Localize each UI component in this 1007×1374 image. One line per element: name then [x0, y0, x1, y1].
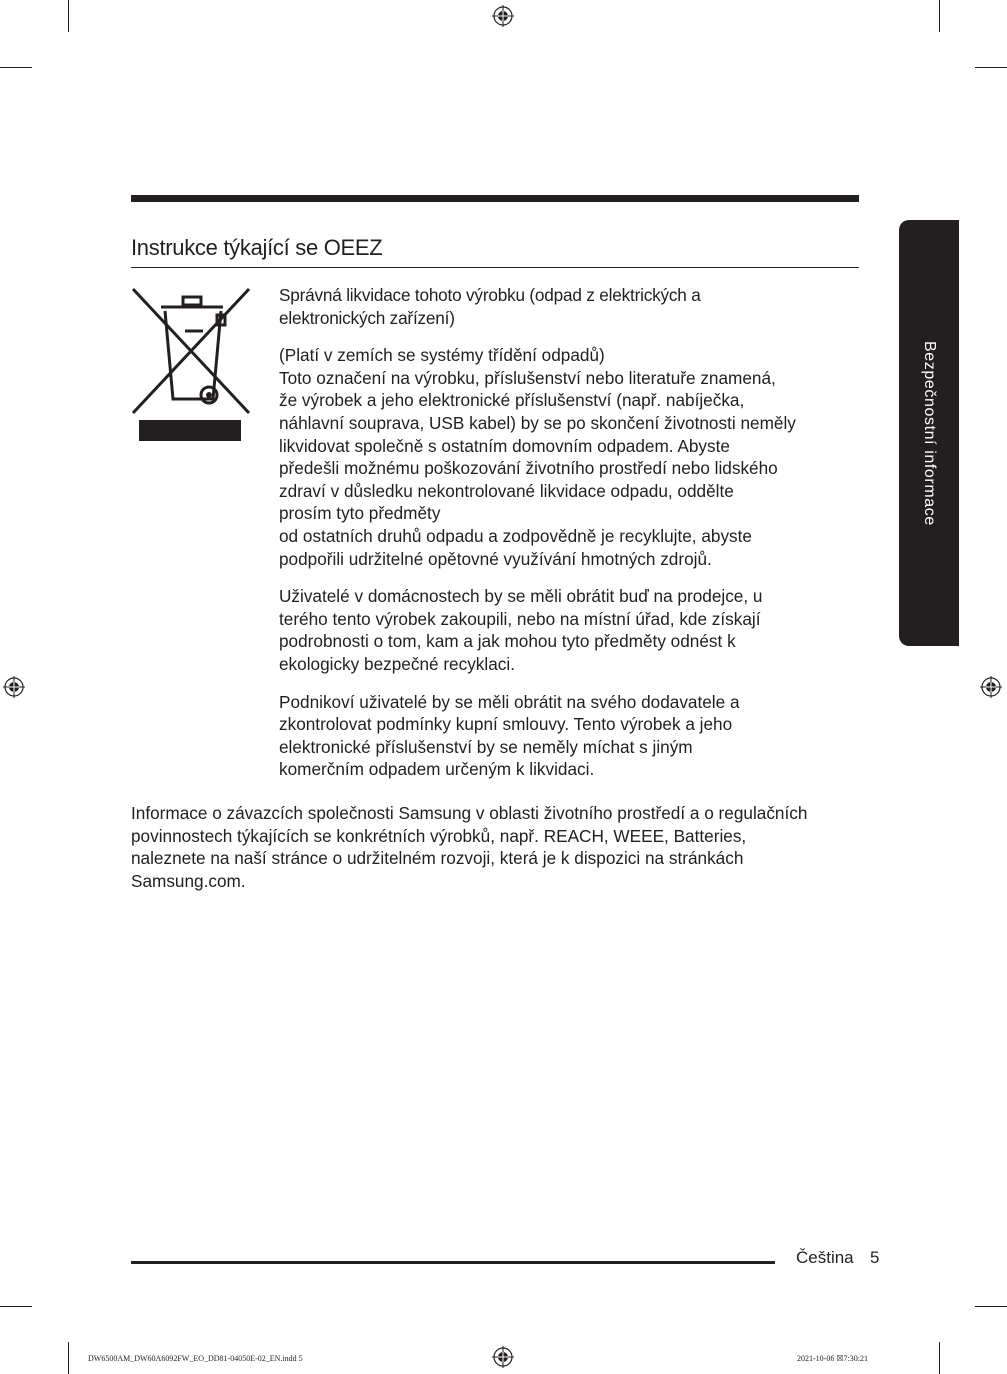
footer-language: Čeština: [796, 1248, 854, 1267]
subheading: [279, 284, 859, 329]
crossed-out-wheelie-bin-icon: [131, 287, 253, 443]
registration-mark-icon: [3, 676, 25, 698]
title-underline: [131, 267, 859, 268]
text-line: prosím tyto předměty: [279, 503, 441, 524]
text-line: likvidovat společně s ostatním domovním odpadem. Abyste: [279, 435, 730, 456]
print-slug-filename: DW6500AM_DW60A6092FW_EO_DD81-04050E-02_EN.indd 5: [88, 1354, 303, 1363]
crop-mark: [975, 67, 1007, 68]
text-line: Uživatelé v domácnostech by se měli obrátit buď na prodejce, u: [279, 586, 763, 607]
samsung-info-paragraph: [131, 802, 891, 892]
registration-mark-icon: [492, 5, 514, 27]
text-line: podrobnosti o tom, kam a jak mohou tyto předměty odnést k: [279, 631, 736, 652]
crop-mark: [68, 1342, 69, 1374]
text-line: od ostatních druhů odpadu a zodpovědně je recyklujte, abyste: [279, 525, 752, 546]
paragraph-3: [279, 691, 859, 781]
crop-mark: [939, 1342, 940, 1374]
side-section-tab: [899, 220, 959, 646]
text-line: Podnikoví uživatelé by se měli obrátit na svého dodavatele a: [279, 691, 740, 712]
footer-rule: [131, 1261, 775, 1264]
text-line: náhlavní souprava, USB kabel) by se po skončení životnosti neměly: [279, 412, 796, 433]
crop-mark: [68, 0, 69, 32]
text-line: ekologicky bezpečné recyklaci.: [279, 653, 515, 674]
section-title: Instrukce týkající se OEEZ: [131, 235, 383, 260]
text-line: Toto označení na výrobku, příslušenství nebo literatuře znamená,: [279, 367, 776, 388]
text-line: zkontrolovat podmínky kupní smlouvy. Tento výrobek a jeho: [279, 714, 733, 735]
text-line: podpořili udržitelné opětovné využívání hmotných zdrojů.: [279, 548, 712, 569]
section-top-rule: [131, 195, 859, 202]
text-line: že výrobek a jeho elektronické příslušenství (např. nabíječka,: [279, 390, 745, 411]
text-line: (Platí v zemích se systémy třídění odpadů): [279, 345, 605, 366]
crop-mark: [0, 1306, 32, 1307]
text-line: předešli možnému poškozování životního prostředí nebo lidského: [279, 458, 778, 479]
subheading-line: elektronických zařízení): [279, 307, 455, 328]
text-line: Samsung.com.: [131, 870, 246, 891]
text-line: elektronické příslušenství by se neměly míchat s jiným: [279, 736, 693, 757]
subheading-line: Správná likvidace tohoto výrobku (odpad z elektrických a: [279, 285, 701, 305]
text-line: komerčním odpadem určeným k likvidaci.: [279, 759, 595, 780]
page-number: 5: [870, 1248, 880, 1267]
registration-mark-icon: [492, 1346, 514, 1368]
crop-mark: [939, 0, 940, 32]
registration-mark-icon: [980, 676, 1002, 698]
crop-mark: [0, 67, 32, 68]
paragraph-2: [279, 585, 859, 675]
paragraph-1: [279, 344, 859, 570]
text-line: zdraví v důsledku nekontrolované likvidace odpadu, oddělte: [279, 480, 734, 501]
text-line: naleznete na naší stránce o udržitelném rozvoji, která je k dispozici na stránkách: [131, 848, 744, 869]
weee-content: [279, 284, 859, 781]
print-slug-timestamp: 2021-10-06 ☒7:30:21: [797, 1354, 868, 1363]
crop-mark: [975, 1306, 1007, 1307]
side-tab-label: Bezpečnostní informace: [921, 340, 938, 526]
text-line: terého tento výrobek zakoupili, nebo na místní úřad, kde získají: [279, 608, 761, 629]
text-line: Informace o závazcích společnosti Samsung v oblasti životního prostředí a o regulačních: [131, 803, 808, 823]
text-line: povinnostech týkajících se konkrétních výrobků, např. REACH, WEEE, Batteries,: [131, 825, 747, 846]
